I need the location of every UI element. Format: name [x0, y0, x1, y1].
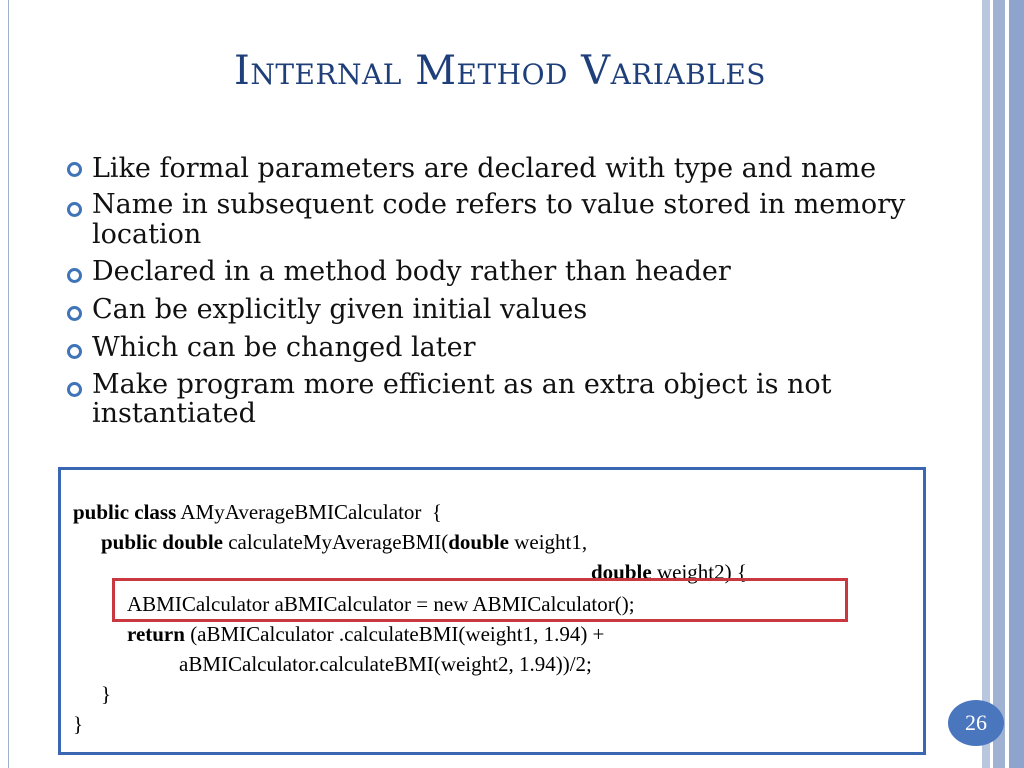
bullet-item: Make program more efficient as an extra object is not instantiated	[64, 370, 914, 428]
left-border-rule	[8, 0, 9, 768]
code-line-return: return (aBMICalculator .calculateBMI(weight1, 1.94) +	[127, 622, 605, 646]
bullet-item: Like formal parameters are declared with type and name	[64, 150, 914, 188]
ring-bullet-icon	[67, 306, 82, 321]
ring-bullet-icon	[67, 382, 82, 397]
ring-bullet-icon	[67, 162, 82, 177]
highlight-box	[112, 578, 848, 622]
bullet-list	[64, 150, 914, 434]
bullet-item: Can be explicitly given initial values	[64, 294, 914, 326]
code-line-method-decl: public double calculateMyAverageBMI(double weight1,	[101, 530, 588, 554]
bullet-item: Name in subsequent code refers to value stored in memory location	[64, 190, 914, 250]
slide-title: Internal Method Variables	[234, 48, 766, 94]
code-line-local-var: ABMICalculator aBMICalculator = new ABMICalculator();	[127, 592, 635, 616]
bullet-item: Which can be changed later	[64, 332, 914, 364]
ring-bullet-icon	[67, 268, 82, 283]
ring-bullet-icon	[67, 344, 82, 359]
code-line-param2: double weight2) {	[591, 560, 747, 584]
page-number-badge: 26	[948, 700, 1004, 746]
ring-bullet-icon	[67, 202, 82, 217]
code-line-class-close: }	[73, 712, 84, 736]
code-line-return-cont: aBMICalculator.calculateBMI(weight2, 1.94))/2;	[179, 652, 592, 676]
code-line-method-close: }	[101, 682, 112, 706]
bullet-item: Declared in a method body rather than header	[64, 256, 914, 288]
code-line-class-decl: public class AMyAverageBMICalculator {	[73, 500, 442, 524]
